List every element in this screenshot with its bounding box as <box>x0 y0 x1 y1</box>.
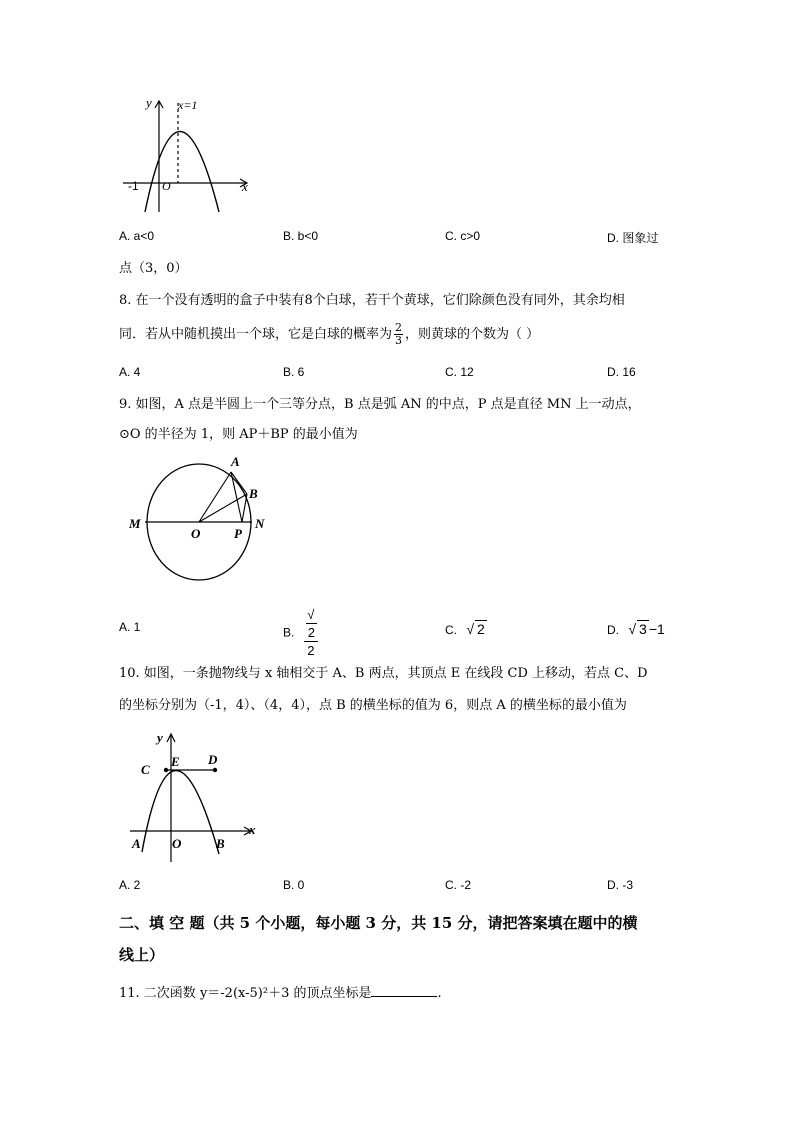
q8-line-1: 8. 在一个没有透明的盒子中装有8个白球，若干个黄球，它们除颜色没有同外，其余均相 <box>119 293 625 308</box>
q9-option-d-prefix: D. <box>607 623 619 637</box>
q10-line-2: 的坐标分别为（-1，4）、（4，4），点 B 的横坐标的值为 6，则点 A 的横坐标的最小值为 <box>119 698 627 713</box>
q7-option-c: C. c>0 <box>445 229 481 243</box>
q7-option-d-continued: 点（3，0） <box>119 261 188 276</box>
q9-option-b <box>283 606 320 659</box>
q9-option-d-suffix: −1 <box>648 621 665 637</box>
q8-option-a: A. 4 <box>119 365 141 379</box>
fig9-label-p: P <box>234 526 242 541</box>
fig10-label-o: O <box>172 836 182 851</box>
q11-text: 11. 二次函数 y＝-2(x-5)²＋3 的顶点坐标是 <box>119 986 372 1001</box>
fig1-y-label: y <box>146 95 152 110</box>
q9-option-a: A. 1 <box>119 620 141 634</box>
q8-probability-fraction <box>394 322 403 347</box>
fig10-label-c: C <box>141 762 150 777</box>
fig9-label-o: O <box>191 526 201 541</box>
q7-option-d: D. 图象过 <box>607 231 659 245</box>
figure-parabola-q10 <box>128 730 263 865</box>
q8-line-2 <box>119 322 539 347</box>
q11-line <box>119 984 442 1003</box>
q10-option-c: C. -2 <box>445 878 472 892</box>
q9-option-c <box>445 620 487 637</box>
q8-fraction-denominator: 3 <box>395 334 403 347</box>
figure-parabola-q7 <box>118 95 258 220</box>
q9-option-d <box>607 620 665 637</box>
q9-option-b-denominator: 2 <box>307 643 315 658</box>
section-2-title-line-2: 线上） <box>119 946 165 964</box>
fig1-origin: O <box>162 179 171 193</box>
q11-answer-blank[interactable] <box>371 984 437 997</box>
fig10-label-y: y <box>157 730 163 745</box>
fig1-axis-label: x=1 <box>178 98 198 112</box>
q9-option-b-fraction <box>304 606 318 659</box>
q10-option-b: B. 0 <box>283 878 305 892</box>
q9-option-d-value: √ 3 −1 <box>628 621 665 637</box>
q8-option-d: D. 16 <box>607 365 636 379</box>
q9-option-c-prefix: C. <box>445 623 457 637</box>
q9-option-d-radicand: 3 <box>639 621 647 637</box>
q10-option-a: A. 2 <box>119 878 141 892</box>
q9-option-b-numerator: √ 2 <box>304 606 318 642</box>
fig9-label-n: N <box>255 516 265 531</box>
q8-option-b: B. 6 <box>283 365 305 379</box>
fig10-label-e: E <box>171 754 180 769</box>
q11-suffix: . <box>437 986 442 1001</box>
fig10-label-x: x <box>249 822 256 837</box>
q8-option-c: C. 12 <box>445 365 474 379</box>
figure-circle-q9 <box>125 454 275 585</box>
fig9-label-a: A <box>231 454 240 469</box>
q9-option-c-value: √ 2 <box>466 621 485 637</box>
q9-option-b-prefix: B. <box>283 625 295 640</box>
fig10-label-a: A <box>132 836 141 851</box>
section-2-title-line-1: 二、填 空 题（共 5 个小题，每小题 3 分，共 15 分，请把答案填在题中的横 <box>119 914 638 932</box>
q7-option-b: B. b<0 <box>283 229 319 243</box>
fig9-label-b: B <box>249 486 258 501</box>
q9-line-2: ⊙O 的半径为 1，则 AP＋BP 的最小值为 <box>119 427 358 442</box>
q8-fraction-numerator: 2 <box>395 321 403 334</box>
q7-option-a: A. a<0 <box>119 229 155 243</box>
q10-option-d: D. -3 <box>607 878 634 892</box>
q9-line-1: 9. 如图，A 点是半圆上一个三等分点，B 点是弧 AN 的中点，P 点是直径 MN 上一动点， <box>119 397 641 412</box>
fig9-label-m: M <box>129 516 141 531</box>
q8-text-after-fraction: ，则黄球的个数为（ ） <box>405 327 540 342</box>
fig10-label-d: D <box>208 752 218 767</box>
fig10-label-b: B <box>216 836 225 851</box>
fig1-minus-one: -1 <box>128 179 139 193</box>
q9-option-c-radicand: 2 <box>477 621 485 637</box>
fig1-x-label: x <box>242 179 248 194</box>
q8-text-before-fraction: 同．若从中随机摸出一个球，它是白球的概率为 <box>119 327 393 342</box>
q9-option-b-radicand: 2 <box>307 625 315 640</box>
q10-line-1: 10. 如图，一条抛物线与 x 轴相交于 A、B 两点，其顶点 E 在线段 CD 上移动，若点 C、D <box>119 666 648 681</box>
